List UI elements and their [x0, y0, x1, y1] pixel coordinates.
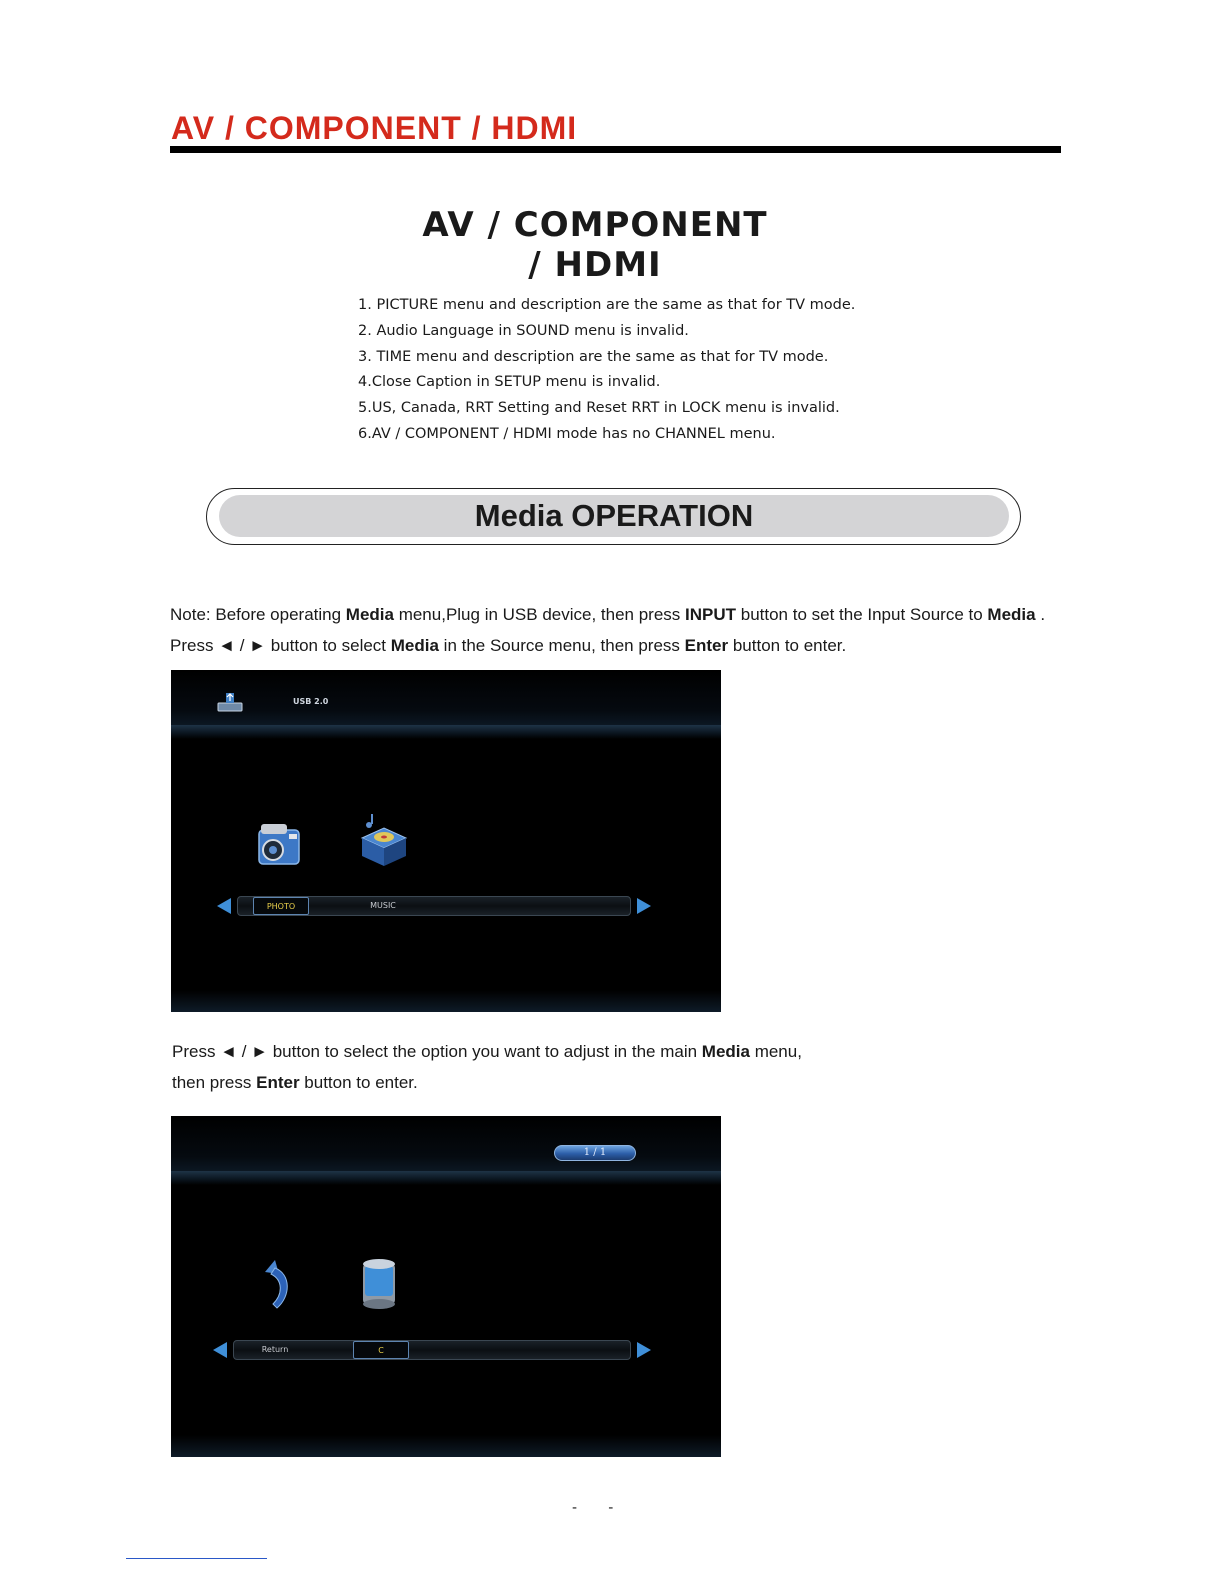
screen-top-band: [171, 1116, 721, 1174]
text-run: then press: [172, 1073, 257, 1092]
page-indicator: 1 / 1: [554, 1145, 636, 1161]
text-run-bold: Media: [345, 605, 394, 624]
screen-header-glow: [171, 1171, 721, 1185]
text-run-bold: Enter: [684, 636, 729, 655]
screen-bottom-glow: [171, 990, 721, 1012]
text-run: Press ◄ / ► button to select: [170, 636, 391, 655]
rules-list: [358, 293, 855, 448]
music-disc-icon: [358, 812, 408, 868]
instruction-line: [172, 1067, 802, 1098]
header-title: AV / COMPONENT / HDMI: [171, 110, 578, 146]
text-run: in the Source menu, then press: [438, 636, 685, 655]
text-run: Note: Before operating: [170, 605, 346, 624]
menu-arrow-left-icon[interactable]: [213, 1342, 227, 1358]
rule-item: 6.AV / COMPONENT / HDMI mode has no CHANNEL menu.: [358, 425, 776, 442]
instruction-line: [170, 599, 1045, 630]
menu-arrow-right-icon[interactable]: [637, 898, 651, 914]
text-run-bold: Enter: [256, 1073, 300, 1092]
menu-arrow-left-icon[interactable]: [217, 898, 231, 914]
rule-item: 2. Audio Language in SOUND menu is invalid.: [358, 322, 689, 339]
text-run: menu,Plug in USB device, then press: [393, 605, 686, 624]
section-title-line1: AV / COMPONENT: [422, 205, 768, 245]
text-run-bold: INPUT: [685, 605, 737, 624]
text-run-bold: Media: [987, 605, 1036, 624]
text-run-bold: Media: [701, 1042, 750, 1061]
screen-bottom-glow: [171, 1435, 721, 1457]
header-rule: [170, 146, 1061, 153]
instruction-paragraph-2: [172, 1036, 802, 1098]
menu-item-return[interactable]: Return: [261, 1345, 289, 1354]
usb-label: USB 2.0: [293, 697, 329, 706]
rule-item: 5.US, Canada, RRT Setting and Reset RRT in LOCK menu is invalid.: [358, 400, 840, 417]
photo-camera-icon: [257, 820, 303, 868]
rule-item: 1. PICTURE menu and description are the same as that for TV mode.: [358, 297, 856, 313]
menu-item-drive-c[interactable]: C: [353, 1341, 409, 1359]
usb-drive-icon: [217, 692, 243, 712]
drive-cylinder-icon: [359, 1256, 399, 1312]
page-number-marker: - -: [572, 1500, 614, 1516]
instruction-paragraph-1: [170, 599, 1045, 661]
menu-item-music[interactable]: MUSIC: [370, 901, 396, 910]
media-menu-screenshot: [171, 670, 721, 1012]
instruction-line: [172, 1036, 802, 1067]
text-run: button to set the Input Source to: [736, 605, 988, 624]
screen-top-band: [171, 670, 721, 728]
section-banner-title: Media OPERATION: [219, 495, 1009, 537]
menu-item-photo[interactable]: PHOTO: [253, 897, 309, 915]
text-run: menu,: [749, 1042, 802, 1061]
text-run-bold: Media: [390, 636, 439, 655]
section-title-line2: / HDMI: [528, 245, 662, 285]
text-run: button to enter.: [728, 636, 847, 655]
drive-select-screenshot: [171, 1116, 721, 1457]
menu-arrow-right-icon[interactable]: [637, 1342, 651, 1358]
screen-header-glow: [171, 725, 721, 739]
rule-item: 4.Close Caption in SETUP menu is invalid.: [358, 374, 661, 391]
text-run: Press ◄ / ► button to select the option you want to adjust in the main: [172, 1042, 702, 1061]
text-run: button to enter.: [299, 1073, 418, 1092]
footer-rule: [126, 1558, 267, 1559]
text-run: .: [1035, 605, 1046, 624]
instruction-line: [170, 630, 1045, 661]
rule-item: 3. TIME menu and description are the same as that for TV mode.: [358, 348, 829, 365]
return-arrow-icon: [257, 1256, 297, 1312]
